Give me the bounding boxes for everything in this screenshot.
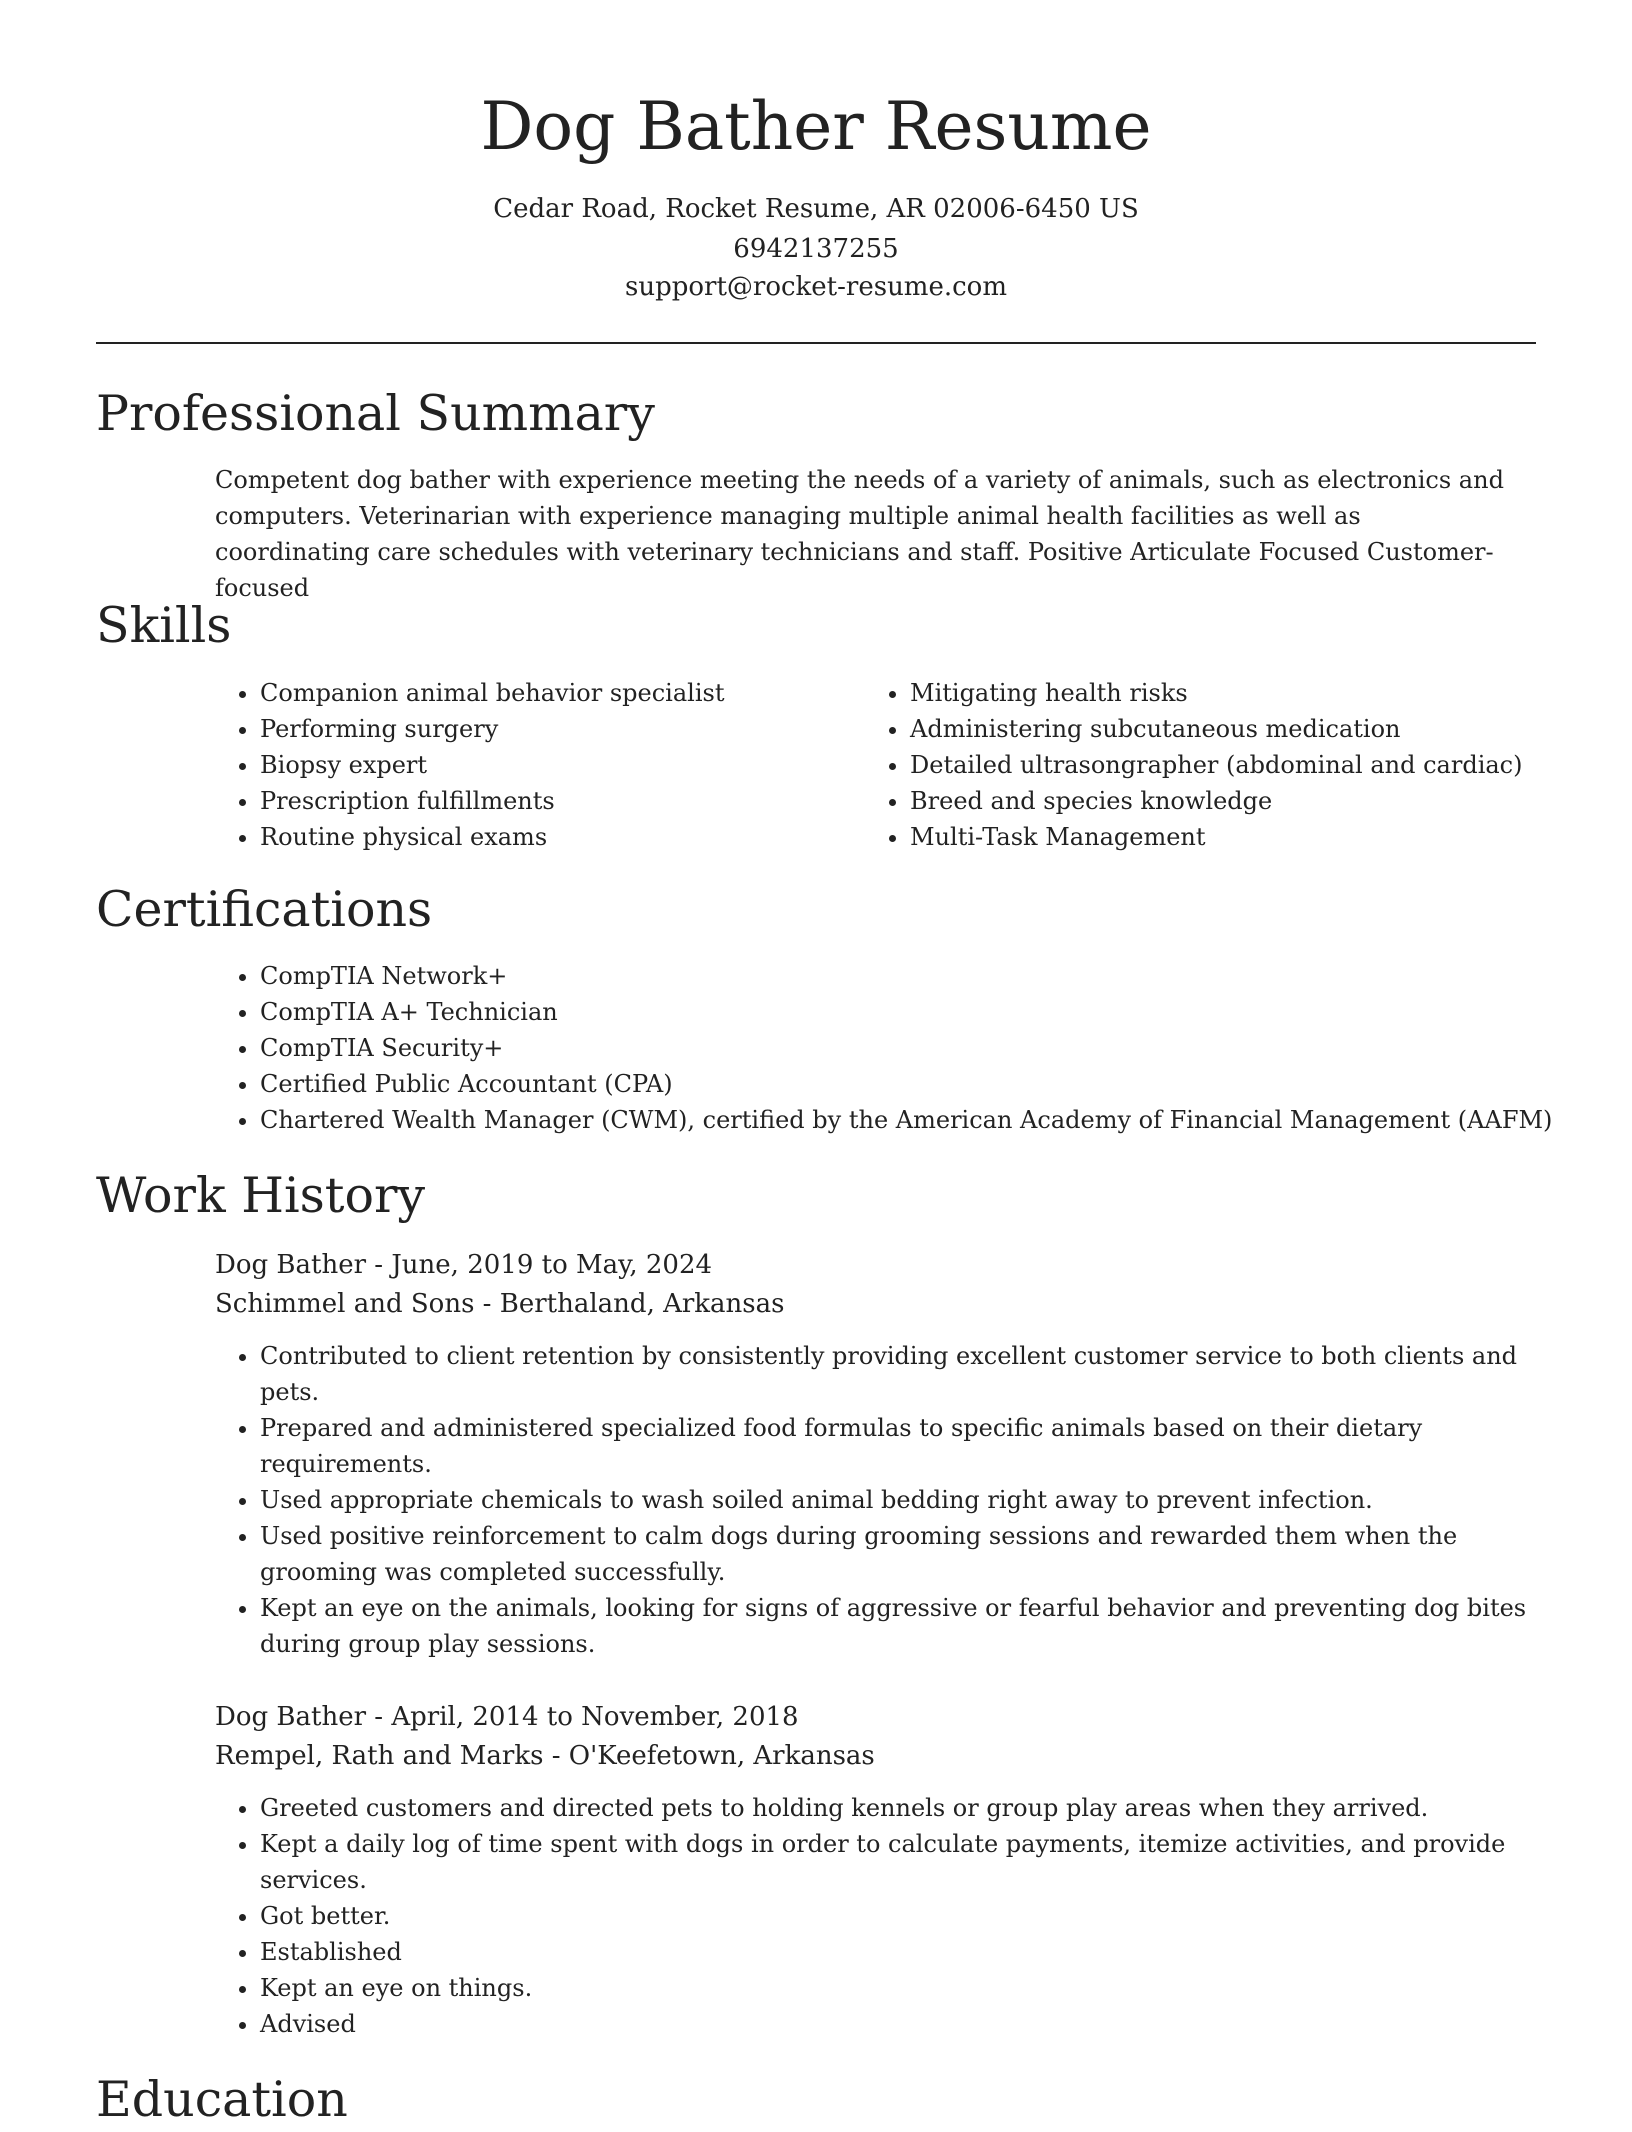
- skills-heading: Skills: [96, 597, 232, 654]
- job-dates: June, 2019 to May, 2024: [391, 1250, 713, 1280]
- list-item: • Biopsy expert: [260, 747, 860, 783]
- list-item: • Kept a daily log of time spent with dogs in order to calculate payments, itemize activities, and provide services.: [260, 1826, 1550, 1898]
- job-title-line: [215, 1246, 712, 1284]
- separator: -: [366, 1250, 392, 1280]
- list-item: • Mitigating health risks: [910, 675, 1610, 711]
- job-dates: April, 2014 to November, 2018: [391, 1702, 799, 1732]
- summary-text: Competent dog bather with experience meeting the needs of a variety of animals, such as electronics and computers. Veterinarian with experience managing multiple animal health facilities as well as coordinating care schedules with veterinary technicians and staff. Positive Articulate Focused Customer-focused: [215, 466, 1504, 602]
- list-item: • CompTIA A+ Technician: [260, 994, 1632, 1030]
- list-item: • Breed and species knowledge: [910, 783, 1610, 819]
- list-item: • CompTIA Network+: [260, 958, 1632, 994]
- list-item: • Kept an eye on things.: [260, 1970, 1550, 2006]
- job-location: Berthaland, Arkansas: [499, 1289, 785, 1319]
- job-company: Schimmel and Sons: [215, 1289, 475, 1319]
- separator: -: [366, 1702, 392, 1732]
- job-bullets: [215, 1790, 1550, 2042]
- skills-list-left: [215, 675, 860, 855]
- list-item: • Chartered Wealth Manager (CWM), certified by the American Academy of Financial Management (AAFM): [260, 1102, 1632, 1138]
- list-item: • Companion animal behavior specialist: [260, 675, 860, 711]
- list-item: • Advised: [260, 2006, 1550, 2042]
- job-bullets: [215, 1338, 1550, 1662]
- contact-phone: 6942137255: [733, 234, 899, 264]
- separator: -: [474, 1289, 500, 1319]
- certifications-list: [215, 958, 1632, 1138]
- job-title: Dog Bather: [215, 1250, 367, 1280]
- list-item: • Multi-Task Management: [910, 819, 1610, 855]
- job-title-line: [215, 1698, 799, 1736]
- list-item: • Established: [260, 1934, 1550, 1970]
- header-divider: [96, 342, 1536, 344]
- list-item: • Kept an eye on the animals, looking for signs of aggressive or fearful behavior and preventing dog bites during group play sessions.: [260, 1590, 1550, 1662]
- list-item: • Detailed ultrasongrapher (abdominal and cardiac): [910, 747, 1610, 783]
- list-item: • Certified Public Accountant (CPA): [260, 1066, 1632, 1102]
- list-item: • Administering subcutaneous medication: [910, 711, 1610, 747]
- list-item: • Prescription fulfillments: [260, 783, 860, 819]
- summary-heading: Professional Summary: [96, 385, 655, 442]
- separator: -: [543, 1741, 569, 1771]
- list-item: • Routine physical exams: [260, 819, 860, 855]
- job-title: Dog Bather: [215, 1702, 367, 1732]
- list-item: • Got better.: [260, 1898, 1550, 1934]
- contact-email: support@rocket-resume.com: [624, 272, 1007, 302]
- list-item: • Contributed to client retention by consistently providing excellent customer service to both clients and pets.: [260, 1338, 1550, 1410]
- work-history-heading: Work History: [96, 1167, 426, 1224]
- list-item: • Prepared and administered specialized food formulas to specific animals based on their dietary requirements.: [260, 1410, 1550, 1482]
- list-item: • Greeted customers and directed pets to holding kennels or group play areas when they arrived.: [260, 1790, 1550, 1826]
- certifications-heading: Certifications: [96, 881, 433, 938]
- list-item: • CompTIA Security+: [260, 1030, 1632, 1066]
- education-heading: Education: [96, 2071, 348, 2128]
- list-item: • Performing surgery: [260, 711, 860, 747]
- job-company-line: [215, 1285, 785, 1323]
- contact-address: Cedar Road, Rocket Resume, AR 02006-6450 US: [493, 194, 1139, 224]
- job-company: Rempel, Rath and Marks: [215, 1741, 544, 1771]
- job-company-line: [215, 1737, 875, 1775]
- list-item: • Used appropriate chemicals to wash soiled animal bedding right away to prevent infection.: [260, 1482, 1550, 1518]
- job-location: O'Keefetown, Arkansas: [568, 1741, 875, 1771]
- skills-list-right: [865, 675, 1610, 855]
- resume-title: Dog Bather Resume: [480, 88, 1152, 165]
- list-item: • Used positive reinforcement to calm dogs during grooming sessions and rewarded them when the grooming was completed successfully.: [260, 1518, 1550, 1590]
